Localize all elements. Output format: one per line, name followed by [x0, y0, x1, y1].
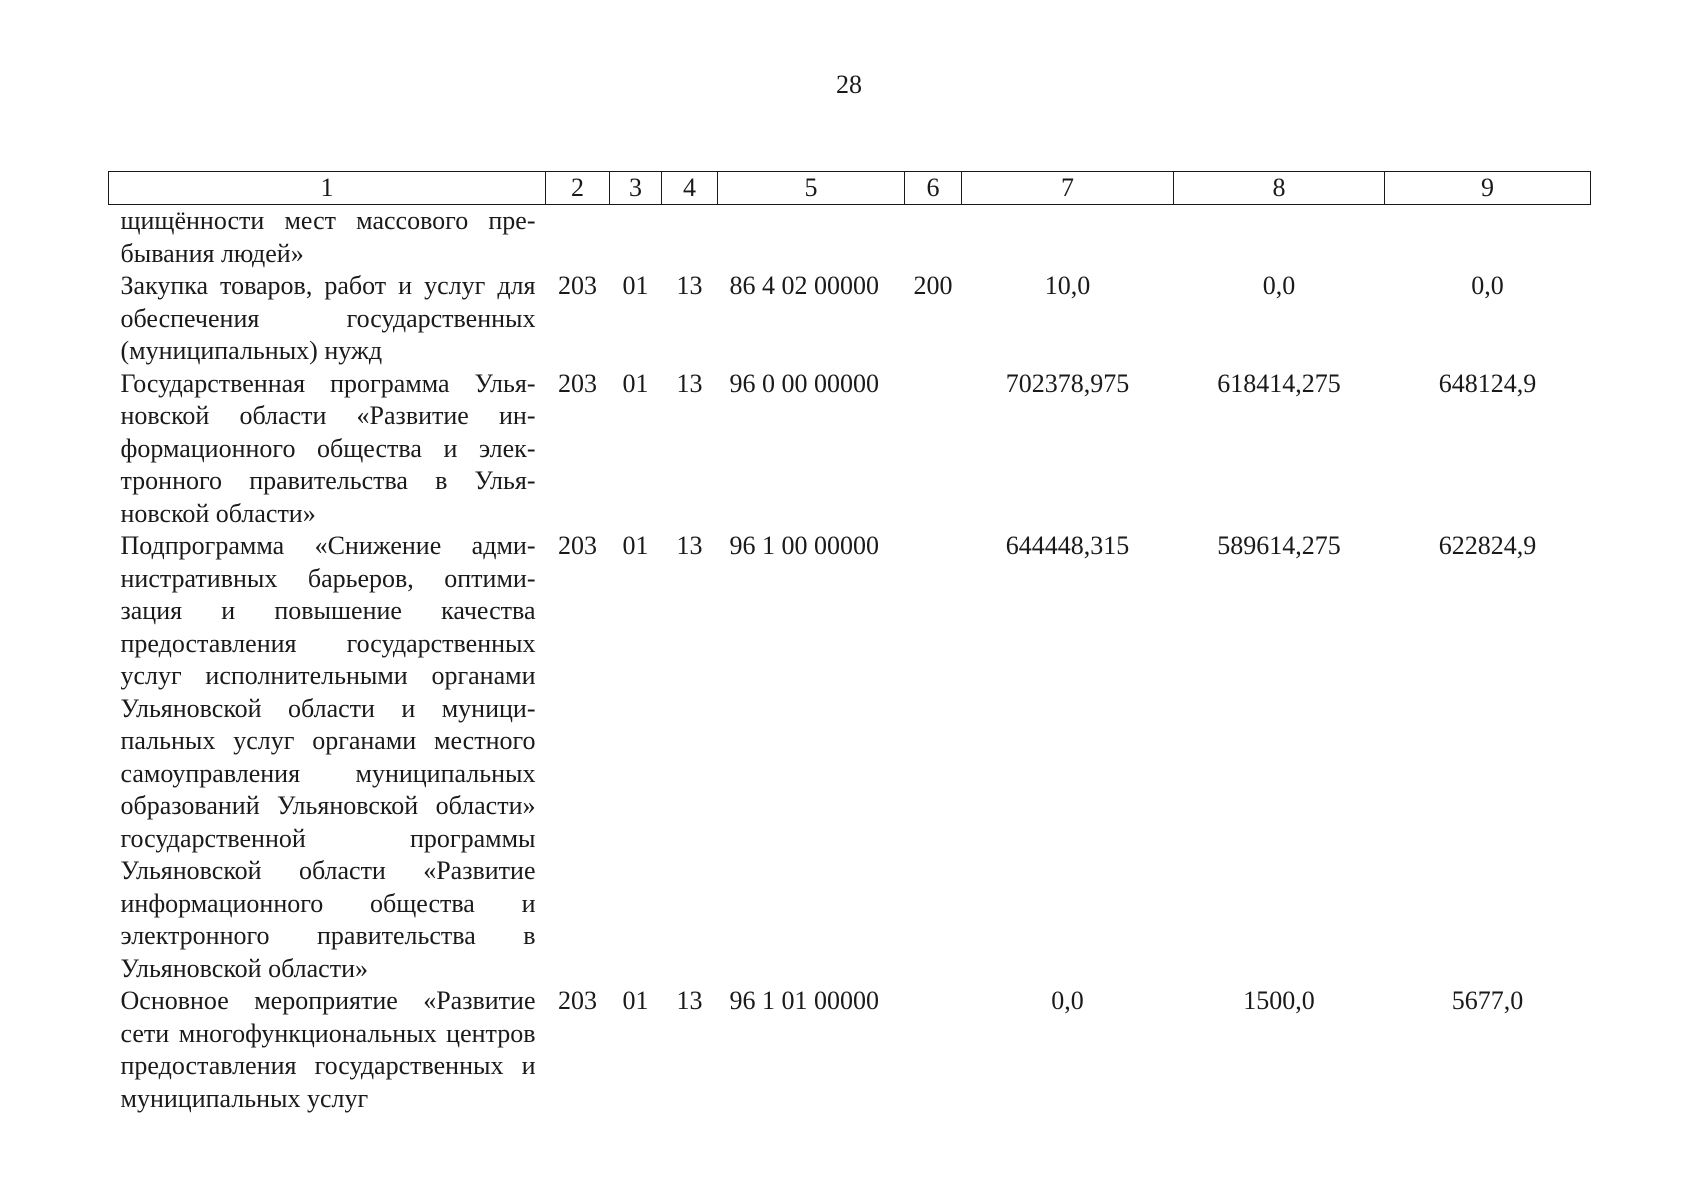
cell-ved: 203 — [558, 986, 597, 1015]
row-description: щищённости мест массового пребывания людей» — [120, 206, 536, 268]
cell-rz: 01 — [622, 368, 649, 398]
cell-sum-1 — [962, 205, 1174, 271]
table-row — [109, 985, 1591, 1115]
cell-csr: 96 1 01 00000 — [729, 986, 879, 1015]
budget-table — [108, 171, 1591, 1115]
cell-sum-1: 702378,975 — [1005, 368, 1130, 398]
row-description: Закупка товаров, работ и услуг для обеспечения государственных (муниципальных) нужд — [120, 271, 536, 365]
cell-vr — [905, 985, 962, 1115]
row-description: Подпрограмма «Снижение административных барьеров, оптимизация и повышение качества предоставления государственных услуг исполнительными органами Ульяновской области и муниципальных услуг органами местного самоуправления муниципальных образований Ульяновской области» государственной программы Ульяновской области «Развитие информационного общества и электронного правительства в Ульяновской области» — [120, 531, 536, 983]
cell-csr: 96 0 00 00000 — [729, 368, 879, 398]
cell-ved: 203 — [558, 368, 597, 398]
cell-sum-2: 589614,275 — [1217, 531, 1341, 560]
row-description: Государственная программа Ульяновской области «Развитие информационного общества и электронного правительства в Ульяновской области» — [120, 368, 536, 528]
cell-csr: 86 4 02 00000 — [729, 271, 879, 300]
column-header: 2 — [546, 172, 610, 205]
cell-sum-2: 1500,0 — [1243, 986, 1315, 1015]
cell-vr — [905, 530, 962, 985]
table-row — [109, 530, 1591, 985]
table-row — [109, 270, 1591, 368]
column-header: 8 — [1174, 172, 1385, 205]
cell-csr: 96 1 00 00000 — [729, 531, 879, 560]
cell-vr — [905, 205, 962, 271]
cell-sum-1: 10,0 — [1044, 271, 1091, 300]
cell-rz: 01 — [622, 986, 649, 1015]
cell-vr: 200 — [913, 271, 953, 300]
cell-sum-2 — [1174, 205, 1385, 271]
cell-sum-3: 0,0 — [1471, 271, 1504, 300]
cell-sum-3: 5677,0 — [1451, 986, 1524, 1015]
cell-ved — [546, 205, 610, 271]
cell-pr: 13 — [676, 271, 703, 300]
column-header: 7 — [962, 172, 1174, 205]
cell-sum-2: 618414,275 — [1217, 368, 1341, 398]
cell-pr: 13 — [676, 368, 703, 398]
table-row — [109, 205, 1591, 271]
cell-sum-2: 0,0 — [1262, 271, 1296, 300]
column-header: 4 — [662, 172, 718, 205]
cell-sum-3: 648124,9 — [1438, 368, 1537, 398]
cell-rz: 01 — [622, 531, 649, 560]
cell-rz — [610, 205, 662, 271]
page-number: 28 — [836, 70, 862, 99]
cell-sum-3: 622824,9 — [1438, 531, 1537, 560]
row-description: Основное мероприятие «Развитие сети многофункциональных центров предоставления государственных и муниципальных услуг — [120, 986, 536, 1113]
cell-rz: 01 — [622, 271, 649, 300]
column-header: 9 — [1385, 172, 1591, 205]
cell-pr: 13 — [676, 531, 703, 560]
cell-ved: 203 — [558, 531, 597, 560]
cell-pr — [662, 205, 718, 271]
table-row — [109, 368, 1591, 531]
cell-sum-1: 644448,315 — [1005, 531, 1130, 560]
column-header: 3 — [610, 172, 662, 205]
cell-sum-3 — [1385, 205, 1591, 271]
cell-sum-1: 0,0 — [1051, 986, 1084, 1015]
cell-ved: 203 — [558, 271, 597, 300]
column-header: 6 — [905, 172, 962, 205]
cell-vr — [905, 368, 962, 531]
column-header: 1 — [109, 172, 546, 205]
cell-csr — [718, 205, 905, 271]
column-header: 5 — [718, 172, 905, 205]
table-header-row — [109, 172, 1591, 205]
cell-pr: 13 — [676, 986, 703, 1015]
